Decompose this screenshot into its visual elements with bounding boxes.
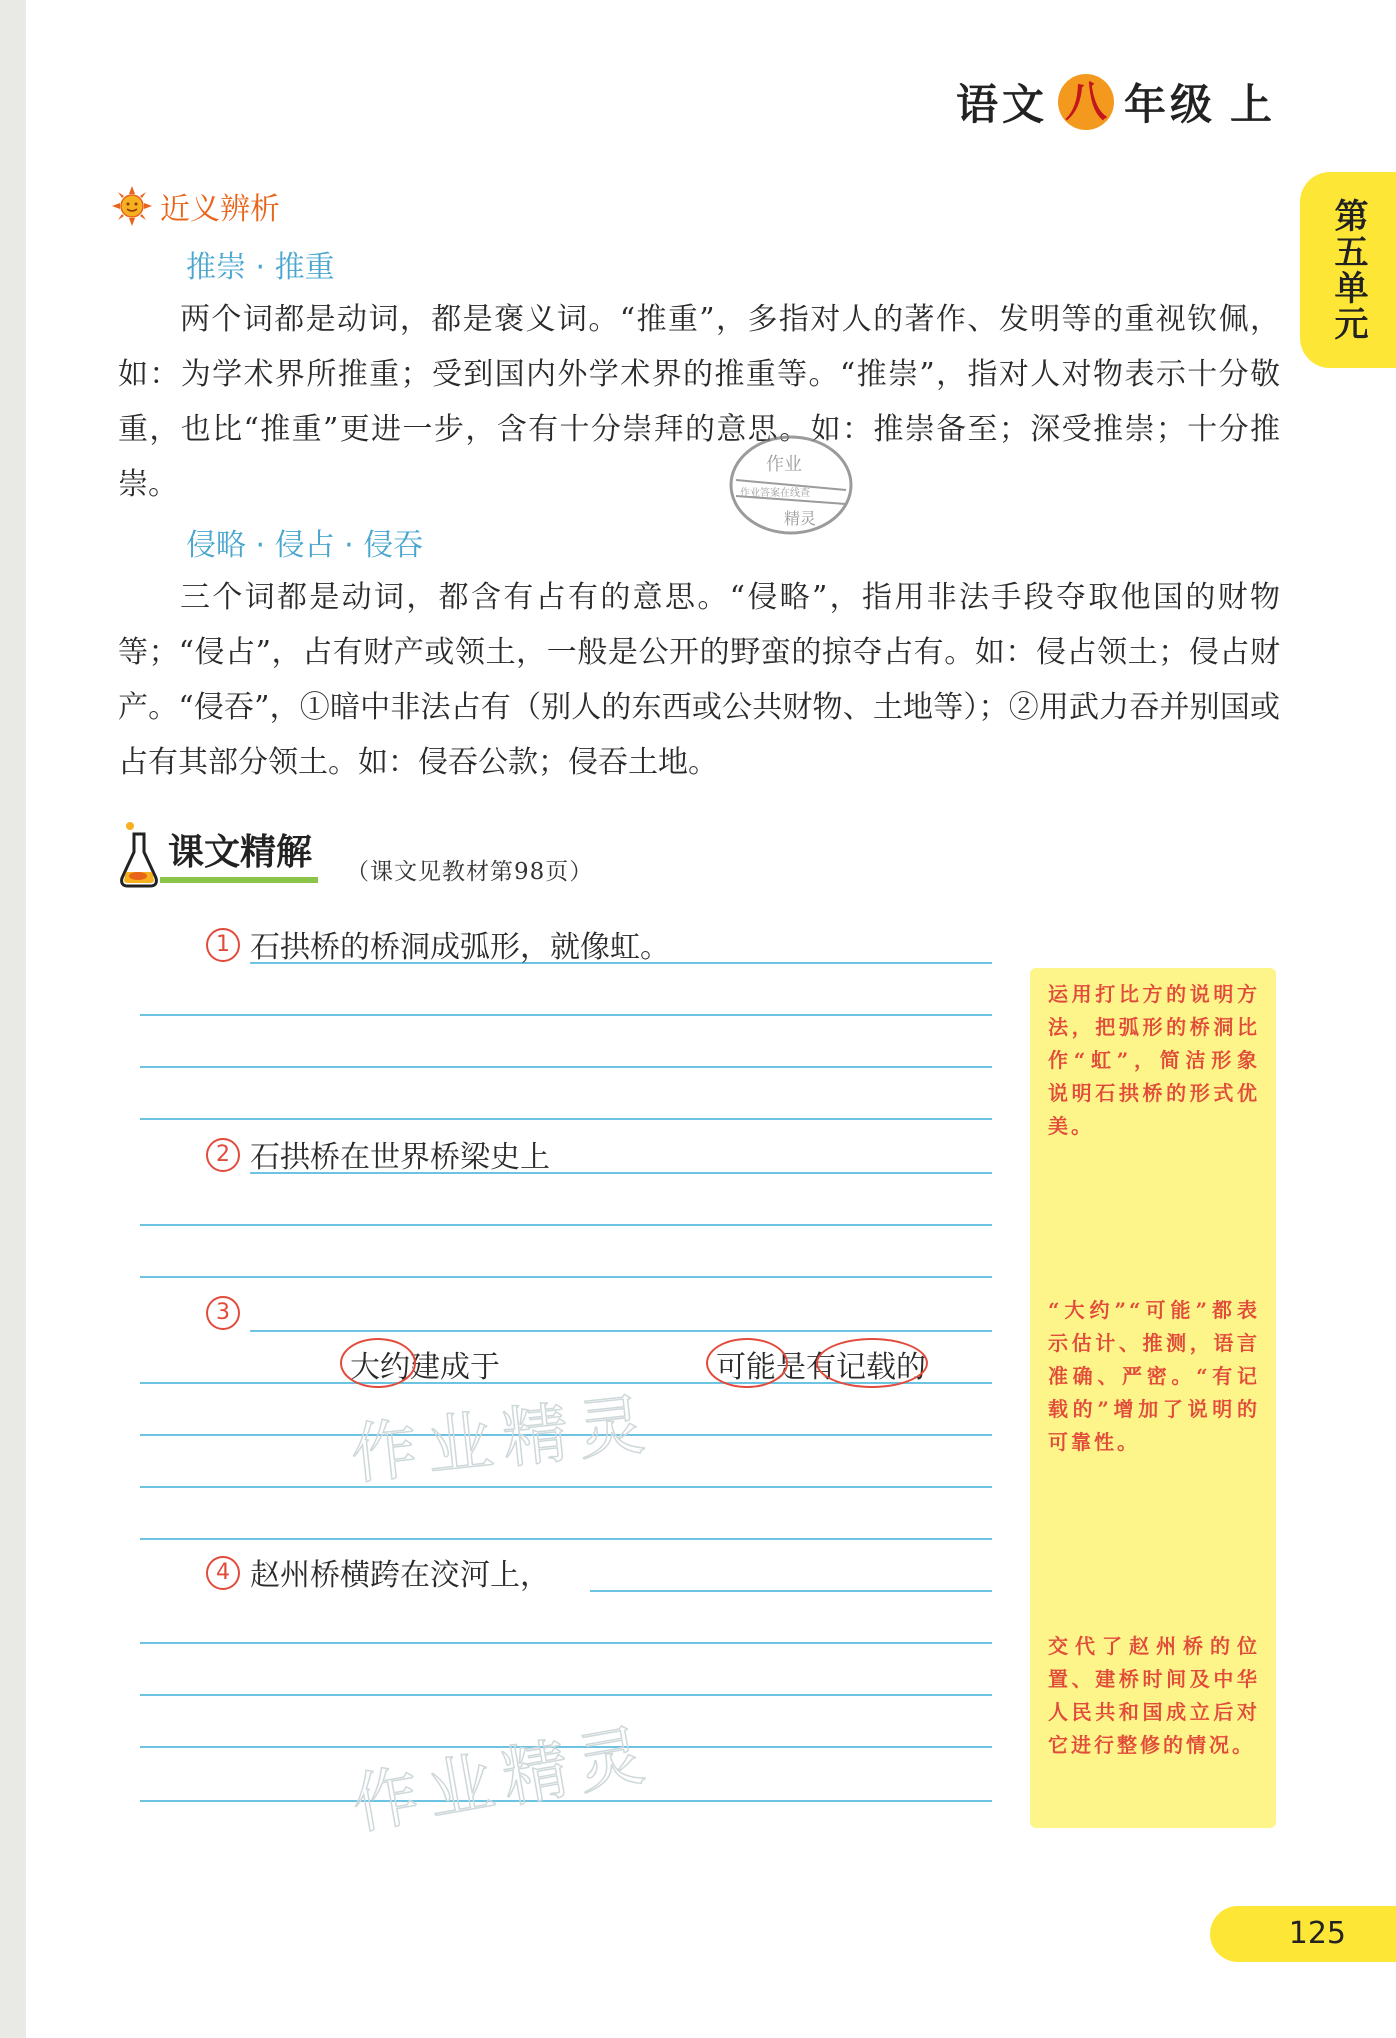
term-label: 上 [1229,80,1276,129]
answer-line [140,1486,992,1488]
grade-label: 年级 [1123,80,1216,129]
answer-line [140,1224,992,1226]
question-text: 赵州桥横跨在洨河上， [250,1558,550,1593]
answer-line [140,1014,992,1016]
sun-icon [112,186,152,226]
stamp-top: 作业 [766,454,802,475]
stamp-middle: 作业答案在线查 [740,488,810,499]
fragment-text: 建成于 [410,1350,500,1385]
term-tuichong: 推崇 · 推重 [186,250,335,285]
flask-icon [118,820,160,892]
fragment-text: 的 [896,1350,926,1385]
keyword-keneng: 可能 [716,1350,776,1385]
unit-tab: 第五单元 [1300,172,1396,368]
stamp-bottom: 精灵 [784,509,817,528]
term-qinlue: 侵略 · 侵占 · 侵吞 [186,528,424,563]
side-note: 交代了赵州桥的位置、建桥时间及中华人民共和国成立后对它进行整修的情况。 [1048,1634,1260,1757]
watermark-text: 作业精灵 [347,1385,658,1494]
highlight-oval [706,1338,788,1388]
bianxi-title: 近义辨析 [160,192,280,227]
side-note: 运用打比方的说明方法，把弧形的桥洞比作“虹”，简洁形象说明石拱桥的形式优美。 [1048,982,1260,1138]
keyword-youjizai: 有记载 [806,1350,896,1385]
question-text: 石拱桥在世界桥梁史上 [250,1140,550,1175]
grade-circle: 八 [1058,74,1114,130]
watermark-text: 作业精灵 [346,1715,660,1844]
answer-line [590,1590,992,1592]
kewen-title: 课文精解 [160,824,318,883]
answer-line [140,1538,992,1540]
answer-line [140,1118,992,1120]
highlight-oval [340,1338,416,1388]
side-note: “大约”“可能”都表示估计、推测，语言准确、严密。“有记载的”增加了说明的可靠性。 [1048,1298,1260,1454]
question-text: 石拱桥的桥洞成弧形，就像虹。 [250,930,670,965]
subject-label: 语文 [955,80,1048,129]
answer-line [140,1066,992,1068]
question-number: 3 [206,1296,240,1330]
kewen-note: （课文见教材第98页） [346,858,594,885]
answer-line [140,1694,992,1696]
question-number: 2 [206,1138,240,1172]
paragraph-qinlue: 三个词都是动词，都含有占有的意思。“侵略”，指用非法手段夺取他国的财物等；“侵占”，占有财产或领土，一般是公开的野蛮的掠夺占有。如：侵占领土；侵占财产。“侵吞”，①暗中非法占有（别人的东西或公共财物、土地等）；②用武力吞并别国或占有其部分领土。如：侵吞公款；侵吞土地。 [118,580,1280,780]
watermark-stamp-icon [726,430,856,540]
question-number: 4 [206,1556,240,1590]
paragraph-tuichong: 两个词都是动词，都是褒义词。“推重”，多指对人的著作、发明等的重视钦佩，如：为学术界所推重；受到国内外学术界的推重等。“推崇”，指对人对物表示十分敬重，也比“推重”更进一步，含有十分崇拜的意思。如：推崇备至；深受推崇；十分推崇。 [118,302,1280,502]
book-header [956,72,1276,132]
page-number: 125 [1288,1916,1346,1951]
kewen-heading [118,820,593,892]
keyword-dayue: 大约 [350,1350,410,1385]
fragment-text: 是 [776,1350,806,1385]
answer-line [140,1642,992,1644]
bianxi-heading [112,184,280,228]
question-number: 1 [206,928,240,962]
highlight-oval [816,1338,928,1388]
answer-line [250,1330,992,1332]
answer-line [140,1276,992,1278]
